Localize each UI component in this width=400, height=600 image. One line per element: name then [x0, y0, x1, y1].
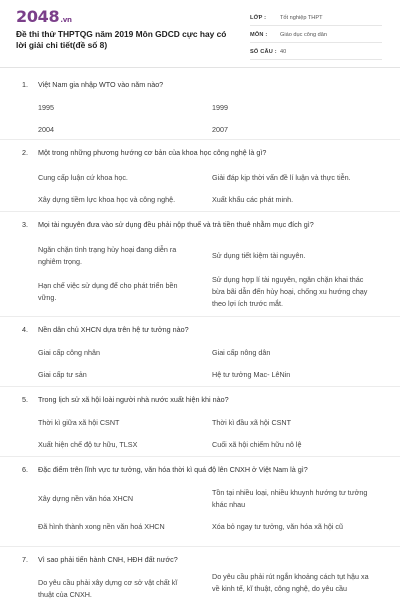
question-number: 3. — [22, 220, 28, 229]
question-list — [0, 72, 400, 600]
answer-option[interactable]: Cung cấp luận cứ khoa học. — [38, 173, 128, 182]
question-item — [0, 547, 400, 600]
question-text: Mọi tài nguyên đưa vào sử dụng đều phải nộp thuế và trả tiền thuê nhằm mục đích gì? — [38, 220, 314, 229]
answer-option[interactable]: Giải đáp kịp thời vấn đề lí luận và thực tiễn. — [212, 173, 351, 182]
question-stem — [22, 148, 266, 157]
question-stem — [22, 395, 229, 404]
question-stem — [22, 325, 189, 334]
answer-option[interactable]: 2007 — [212, 125, 228, 134]
answer-option[interactable]: Do yêu cầu phải xây dựng cơ sở vật chất kĩ thuật của CNXH. — [38, 578, 178, 599]
question-number: 1. — [22, 80, 28, 89]
answer-option[interactable]: Xây dựng nền văn hóa XHCN — [38, 494, 134, 503]
question-item — [0, 317, 400, 387]
question-item — [0, 72, 400, 140]
answer-option[interactable]: Thời kì giữa xã hội CSNT — [38, 418, 120, 427]
question-text: Việt Nam gia nhập WTO vào năm nào? — [38, 80, 164, 89]
site-logo[interactable] — [16, 8, 72, 29]
meta-label: MÔN : — [250, 32, 268, 38]
question-text: Đặc điểm trên lĩnh vực tư tưởng, văn hóa thời kì quá độ lên CNXH ở Việt Nam là gì? — [38, 465, 308, 474]
answer-option[interactable]: Hạn chế việc sử dụng để cho phát triển bền vững. — [38, 281, 178, 302]
meta-row-count — [250, 45, 382, 60]
question-stem — [22, 555, 178, 564]
answer-option[interactable]: Giai cấp công nhân — [38, 348, 100, 357]
answer-option[interactable]: Sử dụng tiết kiệm tài nguyên. — [212, 251, 306, 260]
meta-value: Tốt nghiệp THPT — [280, 15, 323, 21]
question-text: Vì sao phải tiến hành CNH, HĐH đất nước? — [38, 555, 178, 564]
answer-option[interactable]: Giai cấp tư sản — [38, 370, 87, 379]
question-text: Trong lịch sử xã hội loài người nhà nước xuất hiện khi nào? — [38, 395, 229, 404]
header — [0, 0, 400, 68]
answer-option[interactable]: Đã hình thành xong nền văn hoá XHCN — [38, 522, 165, 531]
question-item — [0, 457, 400, 547]
question-item — [0, 140, 400, 212]
logo-suffix: .vn — [60, 16, 72, 24]
question-item — [0, 212, 400, 317]
answer-option[interactable]: Xuất khẩu các phát minh. — [212, 195, 294, 204]
answer-option[interactable]: Xây dựng tiềm lực khoa học và công nghệ. — [38, 195, 176, 204]
meta-value: 40 — [280, 49, 287, 55]
meta-row-class — [250, 11, 382, 26]
question-number: 7. — [22, 555, 28, 564]
answer-option[interactable]: Do yêu cầu phải rút ngắn khoảng cách tụt hậu xa về kinh tế, kĩ thuật, công nghệ, do yêu cầu — [212, 572, 369, 593]
question-stem — [22, 220, 314, 229]
answer-option[interactable]: 1995 — [38, 103, 54, 112]
meta-label: SỐ CÂU : — [250, 49, 277, 55]
answer-option[interactable]: Xóa bỏ ngay tư tưởng, văn hóa xã hội cũ — [212, 522, 344, 531]
answer-option[interactable]: Xuất hiện chế độ tư hữu, TLSX — [38, 440, 138, 449]
logo-main: 2048 — [16, 7, 60, 26]
answer-option[interactable]: Sử dụng hợp lí tài nguyên, ngăn chặn khai thác bừa bãi dẫn đến hủy hoại, chống xu hướng chạy theo lợi ích trước mắt. — [212, 275, 368, 308]
question-number: 4. — [22, 325, 28, 334]
question-text: Nền dân chủ XHCN dựa trên hệ tư tưởng nào? — [38, 325, 189, 334]
answer-option[interactable]: Cuối xã hội chiếm hữu nô lệ — [212, 440, 302, 449]
meta-label: LỚP : — [250, 15, 267, 21]
question-stem — [22, 465, 308, 474]
answer-option[interactable]: 2004 — [38, 125, 54, 134]
answer-option[interactable]: Thời kì đầu xã hội CSNT — [212, 418, 292, 427]
question-item — [0, 387, 400, 457]
document-title: Đề thi thử THPTQG năm 2019 Môn GDCD cực hay có lời giải chi tiết(đề số 8) — [16, 29, 227, 50]
answer-option[interactable]: Tồn tại nhiều loại, nhiều khuynh hướng tư tưởng khác nhau — [212, 488, 368, 509]
document-meta — [250, 11, 382, 62]
question-number: 5. — [22, 395, 28, 404]
answer-option[interactable]: Ngăn chặn tình trạng hủy hoại đang diễn ra nghiêm trọng. — [38, 245, 177, 266]
meta-row-subject — [250, 28, 382, 43]
answer-option[interactable]: Giai cấp nông dân — [212, 348, 271, 357]
answer-option[interactable]: 1999 — [212, 103, 228, 112]
meta-value: Giáo dục công dân — [280, 32, 327, 38]
question-text: Một trong những phương hướng cơ bản của khoa học công nghệ là gì? — [38, 148, 267, 157]
answer-option[interactable]: Hệ tư tưởng Mac- LêNin — [212, 370, 291, 379]
question-number: 6. — [22, 465, 28, 474]
question-number: 2. — [22, 148, 28, 157]
question-stem — [22, 80, 163, 89]
